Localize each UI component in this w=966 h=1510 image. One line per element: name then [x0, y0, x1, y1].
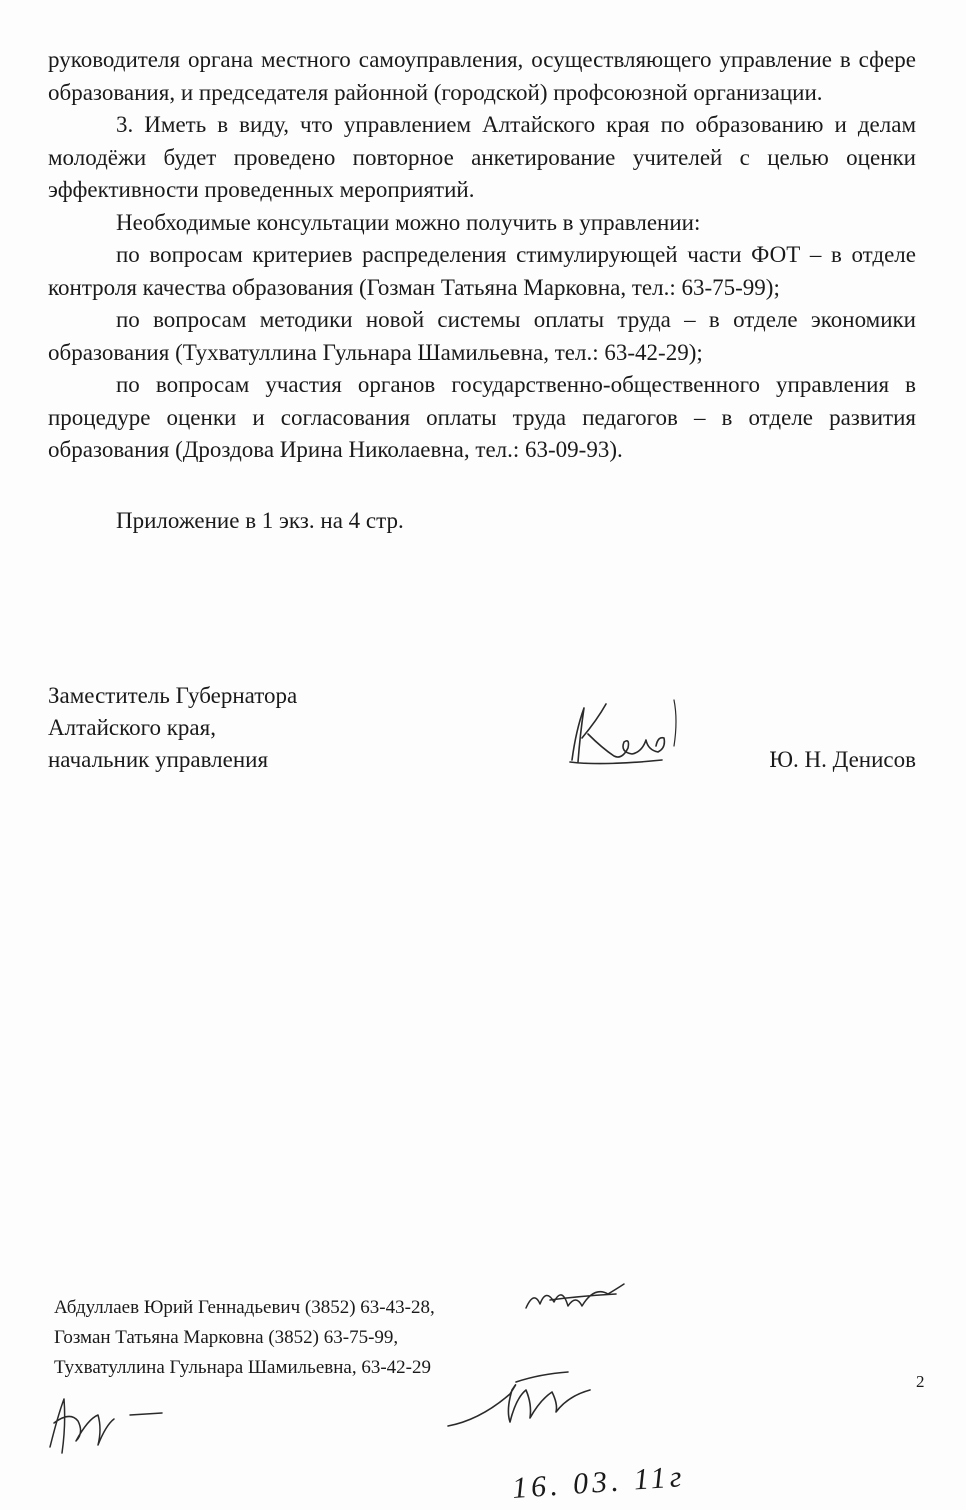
signatory-title-line3: начальник управления — [48, 747, 269, 772]
approval-signature — [440, 1360, 610, 1440]
handwritten-signature — [562, 690, 692, 780]
signatory-title-line1: Заместитель Губернатора — [48, 683, 298, 708]
paragraph-governance: по вопросам участия органов государственно-общественного управления в процедуре оценки и согласования оплаты труда педагогов – в отделе развития образования (Дроздова Ирина Николаевна, тел.: 63-09-93). — [48, 372, 916, 462]
attachment-note: Приложение в 1 экз. на 4 стр. — [116, 507, 404, 533]
paragraph-item-3: 3. Иметь в виду, что управлением Алтайского края по образованию и делам молодёжи будет проведено повторное анкетирование учителей с целью оценки эффективности проведенных мероприятий. — [48, 112, 916, 202]
executor-line: Гозман Татьяна Марковна (3852) 63-75-99, — [54, 1327, 399, 1348]
signatory-block — [48, 680, 916, 776]
paragraph-consultations: Необходимые консультации можно получить в управлении: — [116, 209, 701, 235]
page-number: 2 — [916, 1372, 925, 1391]
executor-line: Тухватуллина Гульнара Шамильевна, 63-42-29 — [54, 1357, 431, 1378]
signatory-name: Ю. Н. Денисов — [769, 747, 916, 772]
paragraph-payment-methods: по вопросам методики новой системы оплаты труда – в отделе экономики образования (Тухватуллина Гульнара Шамильевна, тел.: 63-42-29); — [48, 307, 916, 365]
visa-signature — [40, 1385, 170, 1460]
paragraph-fot-criteria: по вопросам критериев распределения стимулирующей части ФОТ – в отделе контроля качества образования (Гозман Татьяна Марковна, тел.: 63-75-99); — [48, 242, 916, 300]
letter-body — [48, 44, 916, 537]
paragraph-continuation: руководителя органа местного самоуправления, осуществляющего управление в сфере образования, и председателя районной (городской) профсоюзной организации. — [48, 47, 916, 105]
executor-line: Абдуллаев Юрий Геннадьевич (3852) 63-43-28, — [54, 1297, 435, 1318]
signatory-title-line2: Алтайского края, — [48, 715, 216, 740]
executors-list — [54, 1293, 435, 1383]
initials-scribble — [520, 1280, 630, 1320]
handwritten-date: 16. 03. 11г — [511, 1459, 687, 1506]
